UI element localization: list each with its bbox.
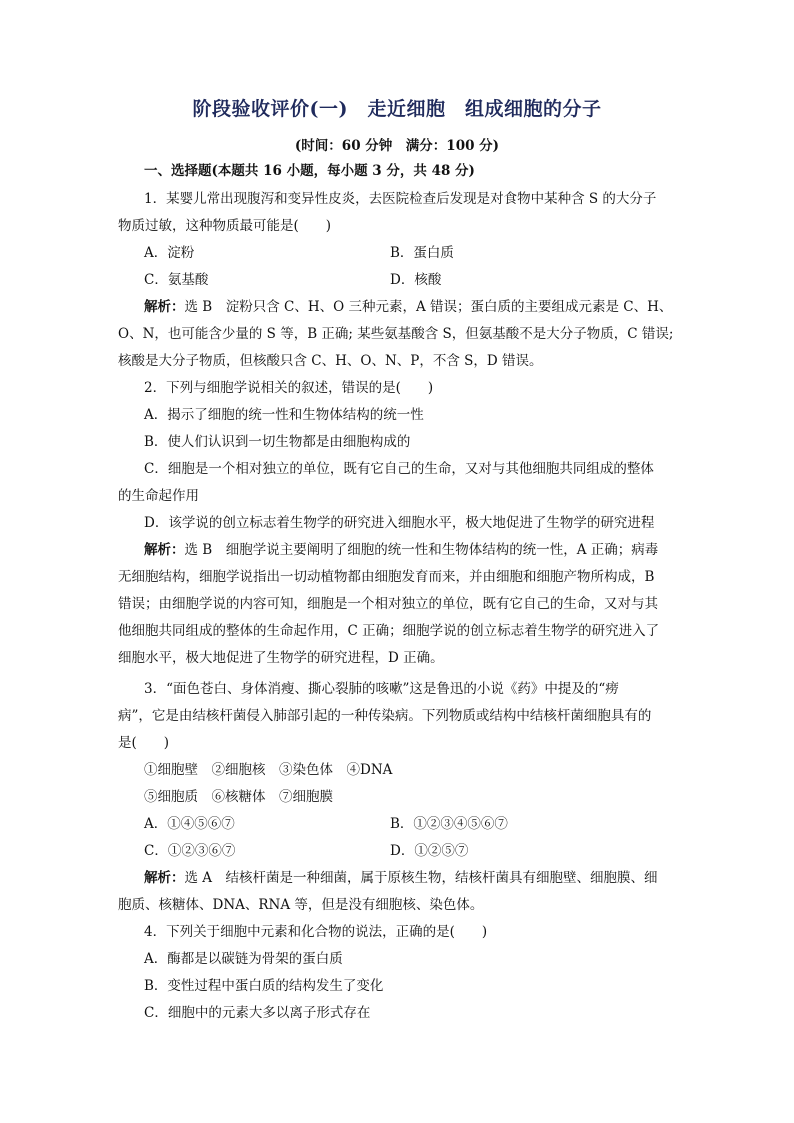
q1-answer-line2: O、N，也可能含少量的 S 等，B 正确; 某些氨基酸含 S，但氨基酸不是大分子物质，C 错误; [118,326,674,342]
q2-option-c-line1: C．细胞是一个相对独立的单位，既有它自己的生命，又对与其他细胞共同组成的整体 [144,461,654,477]
q1-option-a: A．淀粉 [144,245,195,261]
q2-option-b: B．使人们认识到一切生物都是由细胞构成的 [144,434,411,450]
q2-stem: 2．下列与细胞学说相关的叙述，错误的是( ) [144,380,434,396]
q3-answer-text1: 选 A 结核杆菌是一种细菌，属于原核生物，结核杆菌具有细胞壁、细胞膜、细 [184,870,658,886]
q2-option-a: A．揭示了细胞的统一性和生物体结构的统一性 [144,407,424,423]
q2-answer-line3: 错误；由细胞学说的内容可知，细胞是一个相对独立的单位，既有它自己的生命，又对与其 [118,596,658,612]
q3-items-line1: ①细胞壁 ②细胞核 ③染色体 ④DNA [144,762,393,778]
q3-stem-line2: 病”，它是由结核杆菌侵入肺部引起的一种传染病。下列物质或结构中结核杆菌细胞具有的 [118,708,652,724]
q1-stem-line1: 1．某婴儿常出现腹泻和变异性皮炎，去医院检查后发现是对食物中某种含 S 的大分子 [144,191,657,207]
q3-stem-line1: 3．“面色苍白、身体消瘦、撕心裂肺的咳嗽”这是鲁迅的小说《药》中提及的“痨 [144,681,619,697]
q2-answer-line2: 无细胞结构，细胞学说指出一切动植物都由细胞发育而来，并由细胞和细胞产物所构成，B [118,569,655,585]
q3-option-d: D．①②⑤⑦ [390,843,469,859]
q3-answer-label: 解析： [144,870,185,886]
q3-option-b: B．①②③④⑤⑥⑦ [390,816,508,832]
q4-stem: 4．下列关于细胞中元素和化合物的说法，正确的是( ) [144,924,488,940]
q3-stem-line3: 是( ) [118,735,170,751]
q4-option-b: B．变性过程中蛋白质的结构发生了变化 [144,978,384,994]
q3-items-line2: ⑤细胞质 ⑥核糖体 ⑦细胞膜 [144,789,333,805]
q2-option-c-line2: 的生命起作用 [118,488,199,504]
q1-option-d: D．核酸 [390,272,442,288]
page-title: 阶段验收评价(一) 走近细胞 组成细胞的分子 [192,98,602,120]
q2-answer-label: 解析： [144,542,185,558]
q1-answer-text1: 选 B 淀粉只含 C、H、O 三种元素，A 错误；蛋白质的主要组成元素是 C、H、 [184,299,673,315]
q2-answer-line1 [144,541,658,559]
q3-option-a: A．①④⑤⑥⑦ [144,816,235,832]
q4-option-c: C．细胞中的元素大多以离子形式存在 [144,1005,371,1021]
q3-option-c: C．①②③⑥⑦ [144,843,236,859]
section-heading: 一、选择题(本题共 16 小题，每小题 3 分，共 48 分) [144,163,475,179]
q1-stem-line2: 物质过敏，这种物质最可能是( ) [118,218,332,234]
exam-time-score: (时间：60 分钟 满分：100 分) [294,138,500,154]
q1-answer-line1 [144,298,672,316]
q3-answer-line1 [144,869,658,887]
q3-answer-line2: 胞质、核糖体、DNA、RNA 等，但是没有细胞核、染色体。 [118,897,484,913]
q4-option-a: A．酶都是以碳链为骨架的蛋白质 [144,951,343,967]
q1-answer-label: 解析： [144,299,185,315]
q2-answer-line5: 细胞水平，极大地促进了生物学的研究进程，D 正确。 [118,650,444,666]
q1-option-b: B．蛋白质 [390,245,454,261]
q2-answer-line4: 他细胞共同组成的整体的生命起作用，C 正确；细胞学说的创立标志着生物学的研究进入了 [118,623,660,639]
q2-option-d: D．该学说的创立标志着生物学的研究进入细胞水平，极大地促进了生物学的研究进程 [144,515,655,531]
q2-answer-text1: 选 B 细胞学说主要阐明了细胞的统一性和生物体结构的统一性，A 正确；病毒 [184,542,659,558]
q1-option-c: C．氨基酸 [144,272,209,288]
q1-answer-line3: 核酸是大分子物质，但核酸只含 C、H、O、N、P，不含 S，D 错误。 [118,353,543,369]
